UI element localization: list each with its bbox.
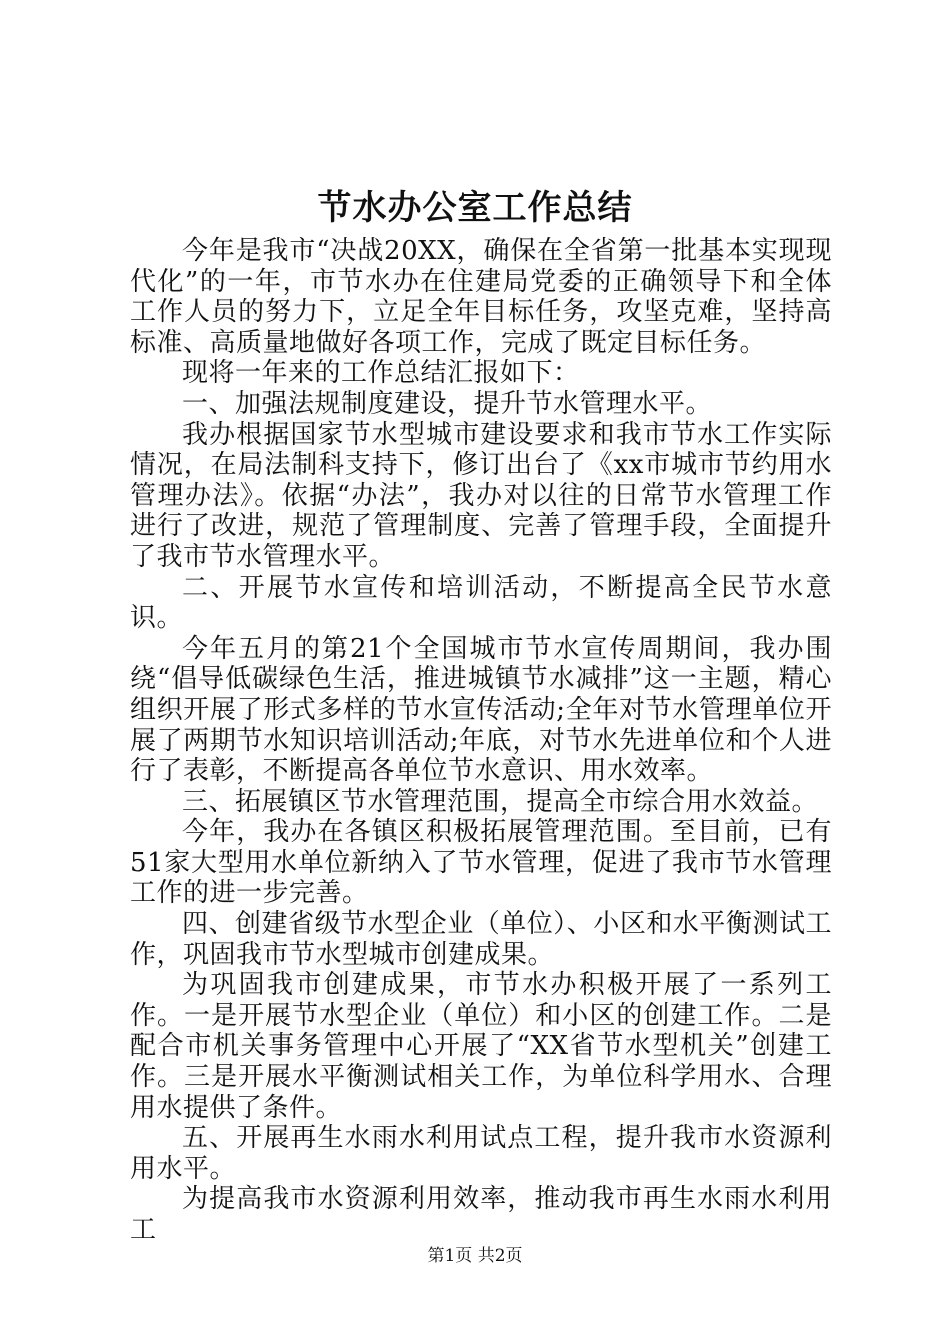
document-title: 节水办公室工作总结 [317, 188, 633, 228]
document-body [130, 236, 832, 1246]
section-heading-1: 一、加强法规制度建设，提升节水管理水平。 [182, 388, 713, 419]
paragraph-intro: 今年是我市“决战20XX，确保在全省第一批基本实现现代化”的一年，市节水办在住建局党委的正确领导下和全体工作人员的努力下，立足全年目标任务，攻坚克难，坚持高标准、高质量地做好各项工作，完成了既定目标任务。 [130, 236, 832, 358]
section-heading-2: 二、开展节水宣传和培训活动，不断提高全民节水意识。 [130, 572, 832, 634]
section-heading-4: 四、创建省级节水型企业（单位）、小区和水平衡测试工作，巩固我市节水型城市创建成果。 [130, 909, 832, 970]
paragraph-section-5: 为提高我市水资源利用效率，推动我市再生水雨水利用工 [130, 1184, 832, 1245]
paragraph-section-4: 为巩固我市创建成果，市节水办积极开展了一系列工作。一是开展节水型企业（单位）和小区的创建工作。二是配合市机关事务管理中心开展了“XX省节水型机关”创建工作。三是开展水平衡测试相关工作，为单位科学用水、合理用水提供了条件。 [130, 970, 832, 1123]
paragraph-section-3: 今年，我办在各镇区积极拓展管理范围。至目前，已有51家大型用水单位新纳入了节水管理，促进了我市节水管理工作的进一步完善。 [130, 817, 832, 909]
page-number-footer: 第1页 共2页 [427, 1246, 523, 1266]
section-heading-5: 五、开展再生水雨水利用试点工程，提升我市水资源利用水平。 [130, 1123, 832, 1184]
paragraph-section-1: 我办根据国家节水型城市建设要求和我市节水工作实际情况，在局法制科支持下，修订出台了《xx市城市节约用水管理办法》。依据“办法”，我办对以往的日常节水管理工作进行了改进，规范了管理制度、完善了管理手段，全面提升了我市节水管理水平。 [130, 419, 832, 572]
paragraph-section-2: 今年五月的第21个全国城市节水宣传周期间，我办围绕“倡导低碳绿色生活，推进城镇节水减排”这一主题，精心组织开展了形式多样的节水宣传活动;全年对节水管理单位开展了两期节水知识培训活动;年底，对节水先进单位和个人进行了表彰，不断提高各单位节水意识、用水效率。 [130, 633, 832, 787]
paragraph-summary-lead: 现将一年来的工作总结汇报如下： [182, 358, 580, 389]
section-heading-3: 三、拓展镇区节水管理范围，提高全市综合用水效益。 [182, 786, 819, 817]
